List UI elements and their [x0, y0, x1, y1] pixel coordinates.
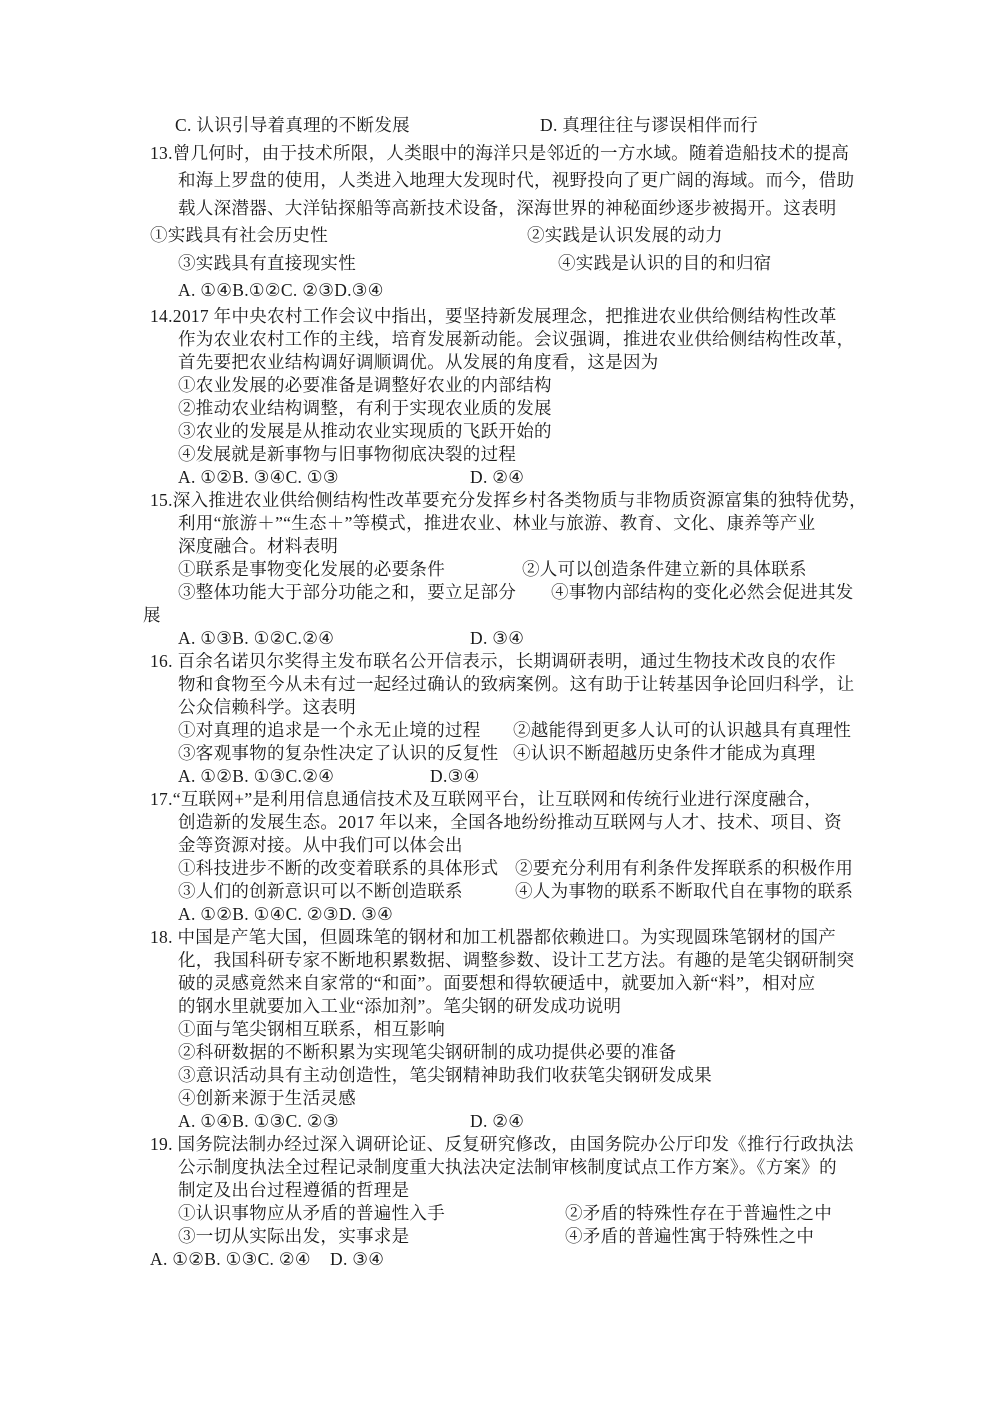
- q14-answer-line: [0, 466, 1000, 489]
- q14-answer-abc: A. ①②B. ③④C. ①③: [178, 466, 339, 487]
- q15-stem-line2: [0, 512, 1000, 535]
- q15-answer-line: [0, 627, 1000, 650]
- q18-option-1: ①面与笔尖钢相互联系，相互影响: [178, 1018, 445, 1039]
- q16-option-3: ③客观事物的复杂性决定了认识的反复性: [178, 742, 499, 763]
- q16-stem-line1: [0, 650, 1000, 673]
- q17-options-row2: [0, 880, 1000, 903]
- q13-options-row1: [0, 222, 1000, 250]
- q14-stem-text1: 14.2017 年中央农村工作会议中指出，要坚持新发展理念，把推进农业供给侧结构性改革: [150, 305, 837, 326]
- q16-answer-abc: A. ①②B. ①③C.②④: [178, 765, 335, 786]
- q18-option-4: ④创新来源于生活灵感: [178, 1087, 356, 1108]
- q15-option4-overflow-line: [0, 604, 1000, 627]
- q13-stem-text2: 和海上罗盘的使用，人类进入地理大发现时代，视野投向了更广阔的海域。而今，借助: [178, 170, 855, 190]
- q14-option-line2: [0, 397, 1000, 420]
- question-14: [0, 305, 1000, 489]
- q14-stem-text3: 首先要把农业结构调好调顺调优。从发展的角度看，这是因为: [178, 351, 659, 372]
- q18-option-3: ③意识活动具有主动创造性，笔尖钢精神助我们收获笔尖钢研发成果: [178, 1064, 712, 1085]
- q17-stem-text3: 金等资源对接。从中我们可以体会出: [178, 834, 463, 855]
- q16-answer-line: [0, 765, 1000, 788]
- q14-stem-line1: [0, 305, 1000, 328]
- q15-stem-text1: 15.深入推进农业供给侧结构性改革要充分发挥乡村各类物质与非物质资源富集的独特优势，: [150, 489, 867, 510]
- q17-answer-line: [0, 903, 1000, 926]
- q19-option-2: ②矛盾的特殊性存在于普遍性之中: [565, 1202, 832, 1223]
- q16-options-row2: [0, 742, 1000, 765]
- q18-answer-d: D. ②④: [470, 1110, 525, 1131]
- q14-answer-d: D. ②④: [470, 466, 525, 487]
- q13-options-row2: [0, 250, 1000, 278]
- q17-option-2: ②要充分利用有利条件发挥联系的积极作用: [515, 857, 854, 878]
- q18-option-2: ②科研数据的不断积累为实现笔尖钢研制的成功提供必要的准备: [178, 1041, 677, 1062]
- q16-options-row1: [0, 719, 1000, 742]
- q19-stem-line3: [0, 1179, 1000, 1202]
- q13-stem-line2: [0, 167, 1000, 195]
- q13-stem-text3: 载人深潜器、大洋钻探船等高新技术设备，深海世界的神秘面纱逐步被揭开。这表明: [178, 197, 837, 218]
- question-15: [0, 489, 1000, 650]
- q19-answer-d: D. ③④: [330, 1248, 385, 1269]
- q18-stem-line3: [0, 972, 1000, 995]
- q15-stem-line1: [0, 489, 1000, 512]
- q19-options-row1: [0, 1202, 1000, 1225]
- q15-options-row2: [0, 581, 1000, 604]
- q16-option-4: ④认识不断超越历史条件才能成为真理: [513, 742, 816, 763]
- q14-option-line3: [0, 420, 1000, 443]
- q19-stem-text2: 公示制度执法全过程记录制度重大执法决定法制审核制度试点工作方案》。《方案》的: [178, 1156, 837, 1177]
- q15-answer-abc: A. ①③B. ①②C.②④: [178, 627, 335, 648]
- q16-stem-text3: 公众信赖科学。这表明: [178, 696, 356, 717]
- q18-answer-line: [0, 1110, 1000, 1133]
- q18-answer-abc: A. ①④B. ①③C. ②③: [178, 1110, 339, 1131]
- q14-stem-text2: 作为农业农村工作的主线，培育发展新动能。会议强调，推进农业供给侧结构性改革，: [178, 328, 855, 349]
- q16-option-2: ②越能得到更多人认可的认识越具有真理性: [513, 719, 852, 740]
- q18-stem-line1: [0, 926, 1000, 949]
- question-16: [0, 650, 1000, 788]
- q13-answer-choices: A. ①④B.①②C. ②③D.③④: [178, 280, 384, 300]
- q16-stem-line3: [0, 696, 1000, 719]
- q14-option-line1: [0, 374, 1000, 397]
- question-13: [0, 140, 1000, 305]
- q17-option-4: ④人为事物的联系不断取代自在事物的联系: [515, 880, 854, 901]
- q17-stem-text1: 17.“互联网+”是利用信息通信技术及互联网平台，让互联网和传统行业进行深度融合，: [150, 788, 823, 809]
- q14-stem-line3: [0, 351, 1000, 374]
- q19-option-3: ③一切从实际出发，实事求是: [178, 1225, 410, 1246]
- q17-option-1: ①科技进步不断的改变着联系的具体形式: [178, 857, 499, 878]
- q12-option-d: D. 真理往往与谬误相伴而行: [540, 115, 759, 135]
- q13-option-2: ②实践是认识发展的动力: [527, 225, 723, 245]
- q16-answer-d: D.③④: [430, 765, 480, 786]
- question-18: [0, 926, 1000, 1133]
- q13-option-1: ①实践具有社会历史性: [150, 225, 328, 245]
- q19-options-row2: [0, 1225, 1000, 1248]
- q14-option-2: ②推动农业结构调整，有利于实现农业质的发展: [178, 397, 552, 418]
- q19-stem-line1: [0, 1133, 1000, 1156]
- question-17: [0, 788, 1000, 926]
- q15-option-4-overflow: 展: [143, 604, 161, 625]
- q13-option-3: ③实践具有直接现实性: [178, 252, 356, 273]
- q12-option-c: C. 认识引导着真理的不断发展: [175, 115, 410, 135]
- q13-stem-line3: [0, 195, 1000, 223]
- q19-stem-text1: 19. 国务院法制办经过深入调研论证、反复研究修改，由国务院办公厅印发《推行行政执法: [150, 1133, 854, 1154]
- q18-stem-text1: 18. 中国是产笔大国，但圆珠笔的钢材和加工机器都依赖进口。为实现圆珠笔钢材的国产: [150, 926, 837, 947]
- q15-option-4: ④事物内部结构的变化必然会促进其发: [551, 581, 854, 602]
- q19-answer-line: [0, 1248, 1000, 1271]
- q13-stem-text1: 13.曾几何时，由于技术所限，人类眼中的海洋只是邻近的一方水域。随着造船技术的提高: [150, 142, 850, 163]
- q19-option-1: ①认识事物应从矛盾的普遍性入手: [178, 1202, 445, 1223]
- q17-stem-line3: [0, 834, 1000, 857]
- q13-stem-line1: [0, 140, 1000, 168]
- q19-stem-line2: [0, 1156, 1000, 1179]
- q17-options-row1: [0, 857, 1000, 880]
- q17-stem-line1: [0, 788, 1000, 811]
- q15-stem-line3: [0, 535, 1000, 558]
- q17-stem-line2: [0, 811, 1000, 834]
- q18-option-line2: [0, 1041, 1000, 1064]
- q15-option-3: ③整体功能大于部分功能之和，要立足部分: [178, 581, 517, 602]
- q18-stem-line2: [0, 949, 1000, 972]
- q15-options-row1: [0, 558, 1000, 581]
- q12-options-row: [0, 112, 1000, 140]
- question-12-options: [0, 112, 1000, 140]
- q16-stem-text2: 物和食物至今从未有过一起经过确认的致病案例。这有助于让转基因争论回归科学，让: [178, 673, 855, 694]
- q19-option-4: ④矛盾的普遍性寓于特殊性之中: [565, 1225, 815, 1246]
- q17-option-3: ③人们的创新意识可以不断创造联系: [178, 880, 463, 901]
- q16-stem-line2: [0, 673, 1000, 696]
- q19-stem-text3: 制定及出台过程遵循的哲理是: [178, 1179, 410, 1200]
- q14-stem-line2: [0, 328, 1000, 351]
- q14-option-line4: [0, 443, 1000, 466]
- q16-option-1: ①对真理的追求是一个永无止境的过程: [178, 719, 481, 740]
- q17-answer-choices: A. ①②B. ①④C. ②③D. ③④: [178, 903, 394, 924]
- question-19: [0, 1133, 1000, 1271]
- q18-stem-text2: 化，我国科研专家不断地积累数据、调整参数、设计工艺方法。有趣的是笔尖钢研制突: [178, 949, 855, 970]
- q15-option-2: ②人可以创造条件建立新的具体联系: [522, 558, 807, 579]
- q14-option-1: ①农业发展的必要准备是调整好农业的内部结构: [178, 374, 552, 395]
- q13-answer-line: [0, 277, 1000, 305]
- q18-stem-line4: [0, 995, 1000, 1018]
- q18-option-line1: [0, 1018, 1000, 1041]
- q15-stem-text3: 深度融合。材料表明: [178, 535, 339, 556]
- q14-option-3: ③农业的发展是从推动农业实现质的飞跃开始的: [178, 420, 552, 441]
- q15-option-1: ①联系是事物变化发展的必要条件: [178, 558, 445, 579]
- q13-option-4: ④实践是认识的目的和归宿: [558, 252, 772, 273]
- q19-answer-abc: A. ①②B. ①③C. ②④: [150, 1248, 311, 1269]
- q15-stem-text2: 利用“旅游＋”“生态＋”等模式，推进农业、林业与旅游、教育、文化、康养等产业: [178, 512, 816, 533]
- q18-stem-text3: 破的灵感竟然来自家常的“和面”。面要想和得软硬适中，就要加入新“料”，相对应: [178, 972, 816, 993]
- q18-stem-text4: 的钢水里就要加入工业“添加剂”。笔尖钢的研发成功说明: [178, 995, 622, 1016]
- q15-answer-d: D. ③④: [470, 627, 525, 648]
- q14-option-4: ④发展就是新事物与旧事物彻底决裂的过程: [178, 443, 517, 464]
- q17-stem-text2: 创造新的发展生态。2017 年以来，全国各地纷纷推动互联网与人才、技术、项目、资: [178, 811, 842, 832]
- q18-option-line3: [0, 1064, 1000, 1087]
- q16-stem-text1: 16. 百余名诺贝尔奖得主发布联名公开信表示，长期调研表明，通过生物技术改良的农作: [150, 650, 837, 671]
- q18-option-line4: [0, 1087, 1000, 1110]
